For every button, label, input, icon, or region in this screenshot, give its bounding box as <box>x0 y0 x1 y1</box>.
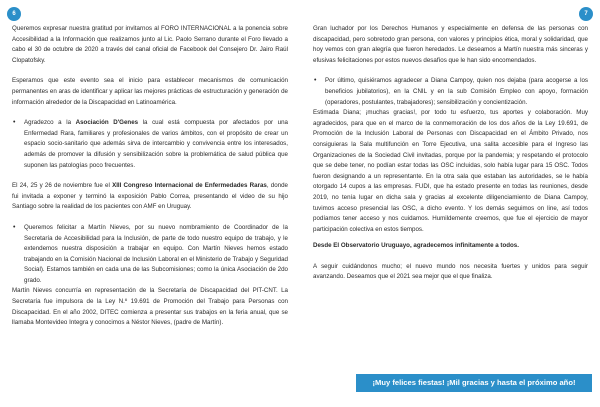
right-column <box>313 24 588 283</box>
greeting-banner: ¡Muy felices fiestas! ¡Mil gracias y hasta el próximo año! <box>356 374 592 392</box>
paragraph-estimada-diana: Estimada Diana; ¡muchas gracias!, por todo tu esfuerzo, tus aportes y colaboración. Muy agradecidos, para que en el marco de la conmemoración de los dos años de la Ley 19.691, de Promoción de la Inclusión Laboral de Personas con Discapacidad en el Ámbito Privado, nos consiguieras la Sala multifunción en Torre Ejecutiva, una salita accesible para el Ingreso las Organizaciones de la Sociedad Civil invitadas, porque por la pandemia; y respetando el protocolo que se debe tener, no podían estar todas las OSC incluidas, solo había lugar para 15 OSC. Todos fueron designando a un representante. En la otra sala que estaban las autoridades, se le había otorgado 14 cupos a las empresas. FUDI, que ha estado presente en todas las reuniones, desde 2019, no tenía lugar en dicha sala y gracias al excelente diligenciamiento de Diana Campoy, tuvimos acceso presencial las OSC, a dicho evento. Y los demás seguimos on line, así todos podíamos tener acceso y nos cuidamos. Humildemente creemos, que fue el ejercicio de mayor participación colectiva en estos tiempos. <box>313 109 588 233</box>
paragraph-bold-text: XIII Congreso Internacional de Enfermedades Raras <box>112 182 267 190</box>
bullet-asociacion-dgenes <box>12 118 288 171</box>
bullet-martin-nieves: • Queremos felicitar a Martín Nieves, por su nuevo nombramiento de Coordinador de la Secretaría de Accesibilidad para la Inclusión, de parte de todo nuestro equipo de trabajo, y le extendemos nuestra disposición a trabajar en equipo. Con Martín Nieves hemos estado trabajando en la Comisión Nacional de Inclusión Laboral en el Ministerio de Trabajo y Seguridad Social). Estamos también en cada una de las Subcomisiones; como la única Asociación de 2do grado. <box>12 223 288 287</box>
paragraph-text: El 24, 25 y 26 de noviembre fue el <box>12 182 113 190</box>
bullet-text: la cual está compuesta por afectados por una Enfermedad Rara, familiares y profesionales de varios ámbitos, con el propósito de crear un espacio socio-sanitario que además sirva de intercambio y convivencia entre los interesados, además de promover la difusión y sensibilización sobre la problemática de salud pública que suponen las patologías poco frecuentes. <box>24 119 288 169</box>
paragraph-foro-internacional: Queremos expresar nuestra gratitud por invitarnos al FORO INTERNACIONAL a la ponencia sobre Accesibilidad a la Información que realizamos junto al Lic. Paolo Serrano durante el Foro llevado a cabo el 30 de octubre de 2020 a través del canal oficial de Facebook del Consejero Dr. Jairo Raúl Clopatofsky. <box>12 25 288 64</box>
paragraph-text: , donde fui invitada a exponer y terminó la exposición Pablo Correa, presentando el video de su hijo Santiago sobre la realidad de los pacientes con AMF en Uruguay. <box>12 182 288 211</box>
paragraph-congreso <box>12 181 288 213</box>
page-number-left: 6 <box>7 7 21 21</box>
paragraph-esperamos: Esperamos que este evento sea el inicio para establecer mecanismos de comunicación permanentes en aras de identificar y aplicar las mejores prácticas de estructuración y generación de información alrededor de la Discapacidad en Latinoamérica. <box>12 77 288 106</box>
paragraph-seguir-cuidandonos: A seguir cuidándonos mucho; el nuevo mundo nos necesita fuertes y unidos para seguir avanzando. Deseamos que el 2021 sea mejor que el que finaliza. <box>313 262 588 281</box>
left-column <box>12 24 288 329</box>
bullet-bold-text: Asociación D'Genes <box>75 119 139 127</box>
observatorio-bold-text: Desde El Observatorio Uruguayo, agradecemos infinitamente a todos. <box>313 242 519 250</box>
bullet-diana-campoy: • Por último, quisiéramos agradecer a Diana Campoy, quien nos dejaba (para acogerse a los beneficios jubilatorios), en la CNIL y en la sub Comisión Empleo con apoyo, formación (operadores, postulantes, trabajadores); sensibilización y concientización. <box>313 76 588 108</box>
paragraph-gran-luchador: Gran luchador por los Derechos Humanos y especialmente en defensa de las personas con discapacidad, pero sobretodo gran persona, con valores y principios ética, moral y solidaridad, que hoy vemos con gran alegría que fueron heredados. Le deseamos a Martín nuestra más sinceras y efusivas felicitaciones por estos nuevos desafíos que le han sido encomendados. <box>313 25 588 64</box>
page-number-right: 7 <box>579 7 593 21</box>
paragraph-observatorio <box>313 241 588 252</box>
bullet-text: Agradezco a la <box>24 119 76 127</box>
paragraph-pit-cnt: Martín Nieves concurría en representación de la Secretaría de Discapacidad del PIT-CNT. La Secretaría fue impulsora de la Ley N.º 19.691 de Promoción del Trabajo para Personas con Discapacidad. En el año 2002, DITEC comienza a presentar sus trabajos en la feria anual, que se llamaba Montevideo Integra y conocimos a Néstor Nieves, (padre de Martín). <box>12 287 288 327</box>
